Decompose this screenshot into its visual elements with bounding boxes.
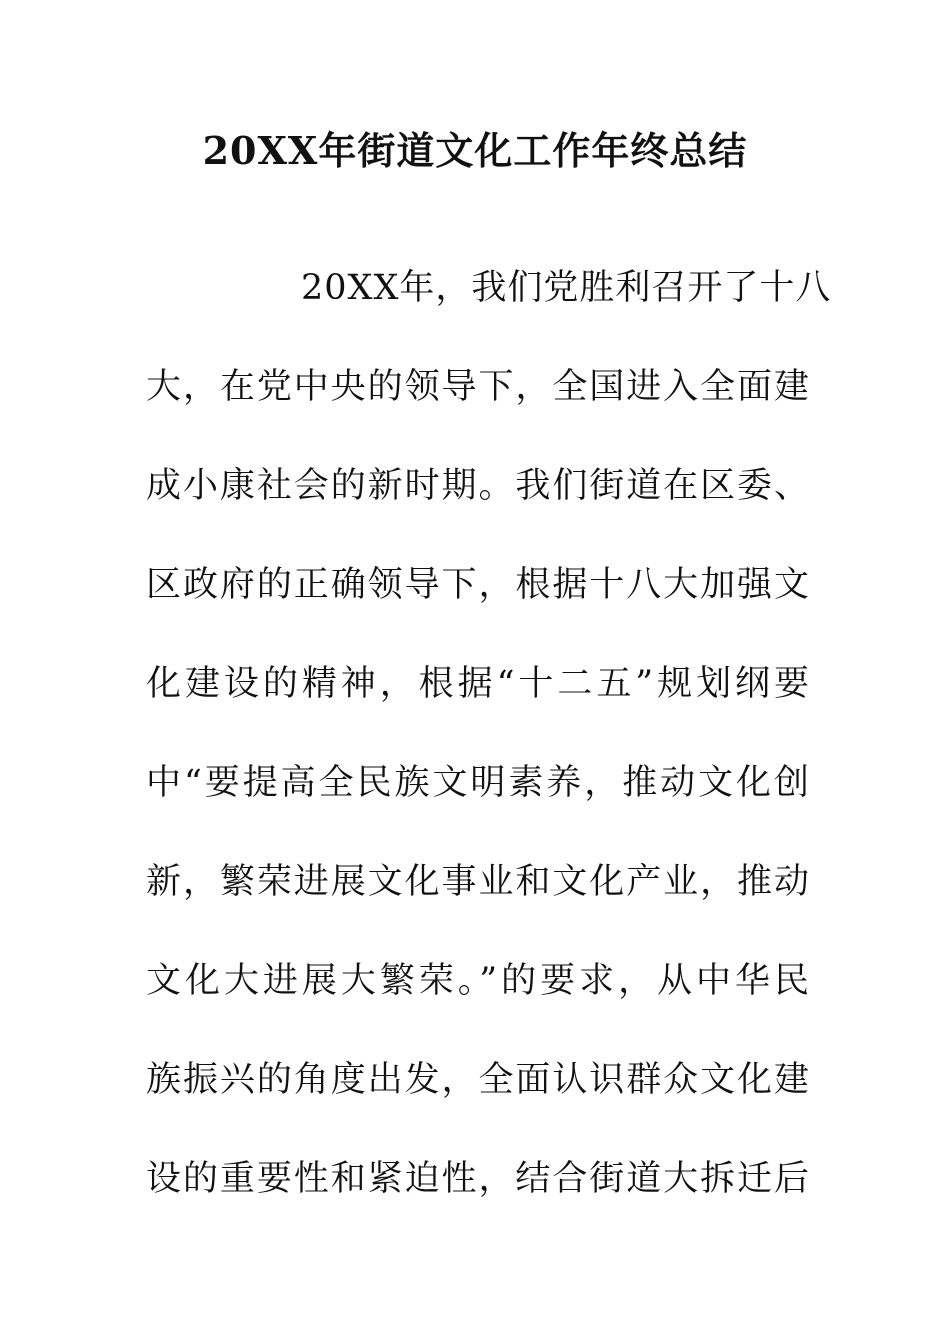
document-body (146, 260, 832, 1250)
body-line: 20XX年，我们党胜利召开了十八 (301, 268, 832, 308)
body-line: 化建设的精神，根据“十二五”规划纲要 (146, 664, 810, 704)
body-line: 成小康社会的新时期。我们街道在区委、 (146, 466, 810, 506)
body-line: 中“要提高全民族文明素养，推动文化创 (146, 763, 810, 803)
body-line: 族振兴的角度出发，全面认识群众文化建 (146, 1060, 810, 1100)
body-line: 设的重要性和紧迫性，结合街道大拆迁后 (146, 1159, 810, 1199)
body-line: 新，繁荣进展文化事业和文化产业，推动 (146, 862, 810, 902)
body-line: 文化大进展大繁荣。”的要求，从中华民 (146, 961, 810, 1001)
body-line: 大，在党中央的领导下，全国进入全面建 (146, 367, 810, 407)
body-line: 区政府的正确领导下，根据十八大加强文 (146, 565, 810, 605)
document-title: 20XX年街道文化工作年终总结 (202, 128, 748, 173)
